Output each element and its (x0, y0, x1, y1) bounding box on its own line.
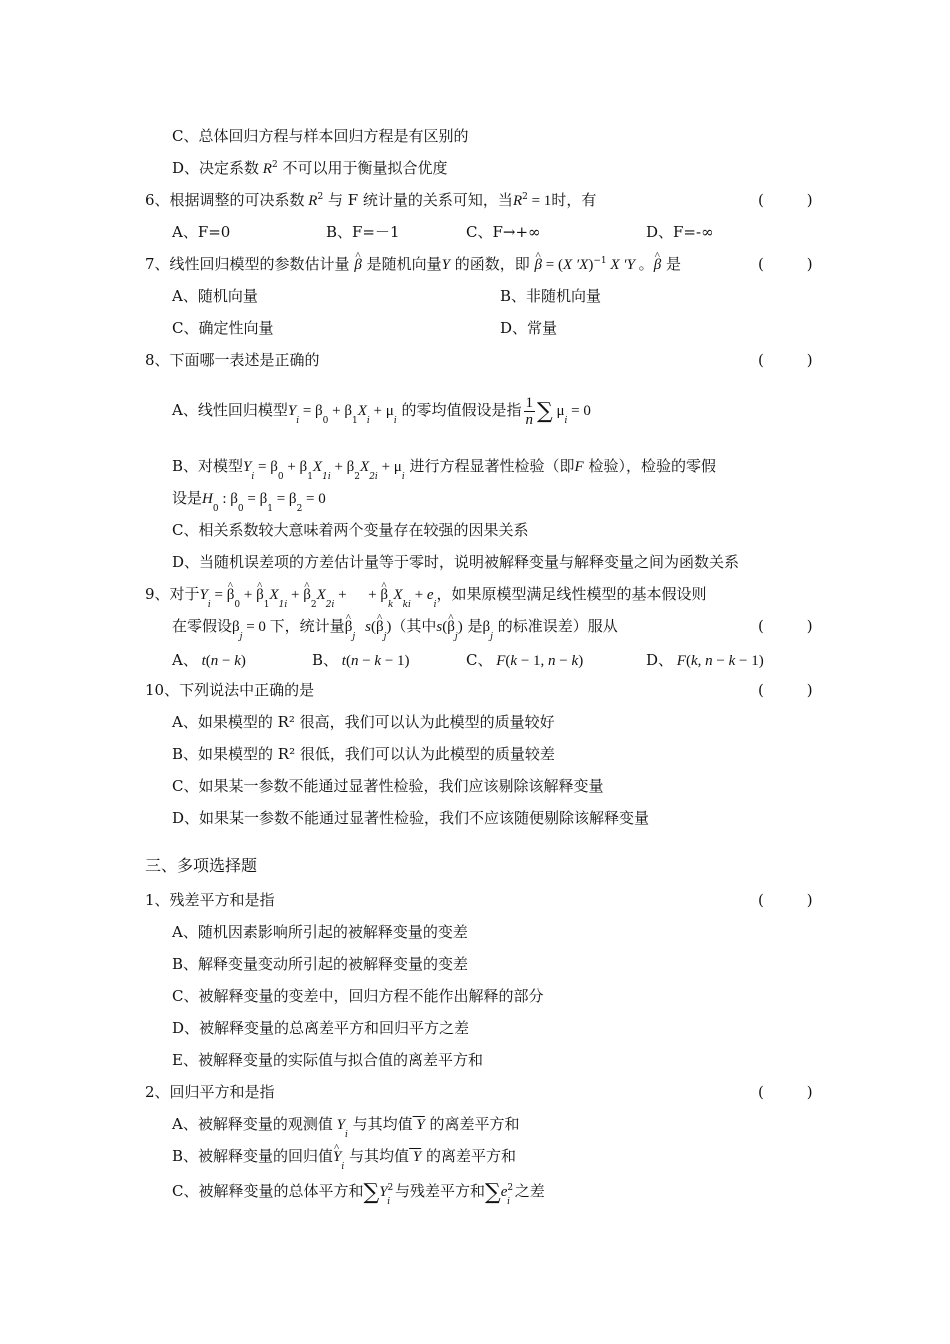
m2-option-c: C、被解释变量的总体平方和$\sum Y^2_i$ 与残差平方和$\sum e^2_i$ 之差 (172, 1180, 545, 1207)
m1-option-d: D、被解释变量的总离差平方和回归平方之差 (172, 1019, 470, 1037)
answer-blank-q8[interactable]: ( ) (758, 351, 813, 369)
m1-option-b: B、解释变量变动所引起的被解释变量的变差 (172, 955, 469, 973)
q6-option-a: A、F=0 (172, 223, 231, 241)
answer-blank-m1[interactable]: ( ) (758, 891, 813, 909)
q10-option-c: C、如果某一参数不能通过显著性检验，我们应该剔除该解释变量 (172, 777, 604, 795)
q10-option-b: B、如果模型的 R² 很低，我们可以认为此模型的质量较差 (172, 745, 555, 763)
m1-option-e: E、被解释变量的实际值与拟合值的离差平方和 (172, 1051, 483, 1069)
multi-question-1: 1、残差平方和是指 (145, 891, 275, 909)
q9-option-b: B、 t(n − k − 1) (312, 651, 410, 669)
q6-option-b: B、F=－1 (326, 223, 400, 241)
q6-option-c: C、F→+∞ (466, 223, 541, 241)
m1-option-c: C、被解释变量的变差中，回归方程不能作出解释的部分 (172, 987, 544, 1005)
m1-option-a: A、随机因素影响所引起的被解释变量的变差 (172, 923, 468, 941)
question-9-cont: 在零假设$\beta_j = 0$ 下，统计量^ $\beta_js(\^{}$ $\beta_j$)（其中s(^ $\beta_j$) 是$\beta_j$ 的标准误差）服从 (172, 616, 618, 639)
question-9: 9、对于$Y_i$ = ^ $\beta_0$ + ^ $\beta_1X_{1i}$ + ^ $\beta_2X_{2i}$ + + ^ $\beta_kX_{ki} + e_i$，如果原模型满足线性模型的基本假设则 (145, 584, 706, 607)
m2-option-b: B、被解释变量的回归值^ $Y_i$ 与其均值 Y 的离差平方和 (172, 1146, 516, 1169)
q8-option-b: B、对模型$Y_i = \beta_0 + \beta_1X_{1i} + \beta_2X_{2i} + \mu_i$ 进行方程显著性检验（即F 检验），检验的零假 (172, 457, 716, 482)
question-7: 7、线性回归模型的参数估计量 ^ β 是随机向量Y 的函数，即 ^ β = (X ′X)$^{-1}$ X ′Y 。^ β 是 (145, 254, 681, 277)
q9-option-a: A、 t(n − k) (172, 651, 246, 669)
q8-option-a: A、线性回归模型$Y_i = \beta_0 + \beta_1X_i + \mu_i$ 的零均值假设是指 $\frac{1}{n}$ ∑ $\mu_i = 0$ (172, 394, 591, 428)
q7-option-d: D、常量 (500, 319, 558, 337)
option-5c: C、总体回归方程与样本回归方程是有区别的 (172, 127, 469, 145)
answer-blank-q9[interactable]: ( ) (758, 617, 813, 635)
section-heading-multiple-choice: 三、多项选择题 (145, 856, 258, 875)
answer-blank-q10[interactable]: ( ) (758, 681, 813, 699)
answer-blank-m2[interactable]: ( ) (758, 1083, 813, 1101)
q9-option-c: C、 F(k − 1, n − k) (466, 651, 584, 669)
question-8: 8、下面哪一表述是正确的 (145, 351, 320, 369)
q7-option-b: B、非随机向量 (500, 287, 602, 305)
m2-option-a: A、被解释变量的观测值 $Y_i$ 与其均值 Y 的离差平方和 (172, 1115, 520, 1140)
q7-option-c: C、确定性向量 (172, 319, 274, 337)
q9-option-d: D、 F(k, n − k − 1) (646, 651, 764, 669)
q7-option-a: A、随机向量 (172, 287, 258, 305)
q6-option-d: D、F=-∞ (646, 223, 714, 241)
q10-option-d: D、如果某一参数不能通过显著性检验，我们不应该随便剔除该解释变量 (172, 809, 650, 827)
answer-blank-q6[interactable]: ( ) (758, 191, 813, 209)
q10-option-a: A、如果模型的 R² 很高，我们可以认为此模型的质量较好 (172, 713, 555, 731)
q8-option-b-cont: 设是$H_0$ : $\beta_0 = \beta_1 = \beta_2 = 0$ (172, 489, 326, 514)
q8-option-c: C、相关系数较大意味着两个变量存在较强的因果关系 (172, 521, 529, 539)
question-6: 6、根据调整的可决系数 $R^2$ 与 F 统计量的关系可知，当$R^2 = 1$时，有 (145, 191, 597, 209)
answer-blank-q7[interactable]: ( ) (758, 255, 813, 273)
question-10: 10、下列说法中正确的是 (145, 681, 315, 699)
option-5d: D、决定系数 $R^2$ 不可以用于衡量拟合优度 (172, 159, 448, 177)
q8-option-d: D、当随机误差项的方差估计量等于零时，说明被解释变量与解释变量之间为函数关系 (172, 553, 740, 571)
multi-question-2: 2、回归平方和是指 (145, 1083, 275, 1101)
